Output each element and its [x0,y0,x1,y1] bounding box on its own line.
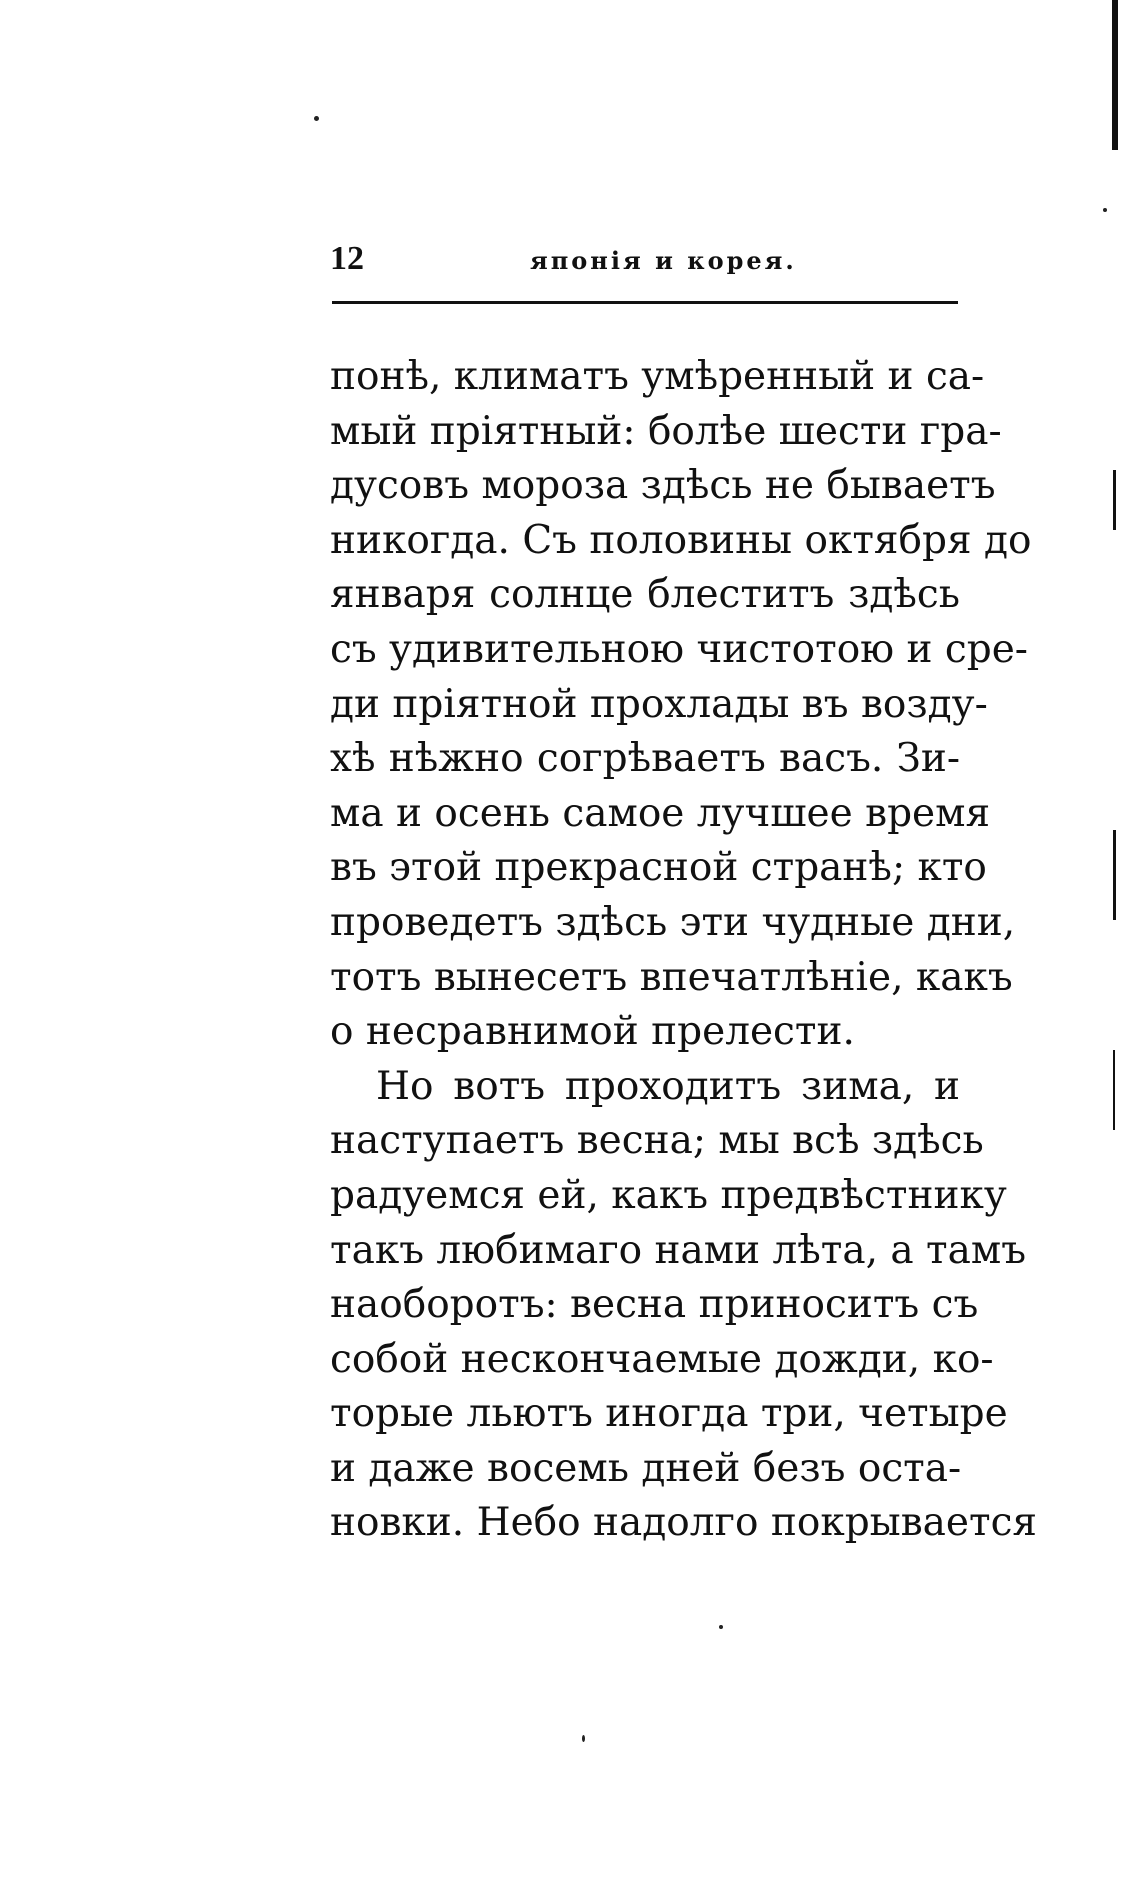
text-line: о несравнимой прелести. [330,1009,855,1055]
page-number: 12 [330,240,364,277]
scan-edge-mark [1113,470,1116,530]
page-header [330,240,960,284]
text-line: новки. Небо надолго покрывается [330,1500,1038,1546]
scan-speck [314,116,319,121]
scan-edge-mark [1112,0,1118,150]
text-line: дусовъ мороза здѣсь не бываетъ [330,463,996,509]
running-title: японія и корея. [530,246,797,275]
text-line: собой нескончаемые дожди, ко- [330,1336,994,1382]
text-line: хѣ нѣжно согрѣваетъ васъ. Зи- [330,736,960,782]
header-rule [332,301,958,304]
text-line: наоборотъ: весна приноситъ съ [330,1282,979,1328]
text-line: такъ любимаго нами лѣта, а тамъ [330,1227,1027,1273]
scan-speck [719,1625,723,1629]
text-line: января солнце блеститъ здѣсь [330,572,960,618]
text-line: проведетъ здѣсь эти чудные дни, [330,899,1016,945]
text-line: съ удивительною чистотою и сре- [330,626,1028,672]
text-line: и даже восемь дней безъ оста- [330,1445,962,1491]
text-line: Но вотъ проходитъ зима, и [376,1063,960,1109]
text-line: ма и осень самое лучшее время [330,790,991,836]
paragraph [330,1060,1038,1551]
text-line: тотъ вынесетъ впечатлѣніе, какъ [330,954,1013,1000]
text-line: радуемся ей, какъ предвѣстнику [330,1172,1007,1218]
scan-edge-mark [1113,1050,1115,1130]
text-line: наступаетъ весна; мы всѣ здѣсь [330,1118,984,1164]
text-line: никогда. Съ половины октября до [330,517,1032,563]
scan-speck [582,1735,585,1742]
scan-edge-mark [1113,830,1116,920]
text-line: торые льютъ иногда три, четыре [330,1391,1008,1437]
paragraph [330,350,1032,1060]
text-line: въ этой прекрасной странѣ; кто [330,845,987,891]
scan-speck [1103,208,1107,212]
text-line: понѣ, климатъ умѣренный и са- [330,354,985,399]
text-line: мый пріятный: болѣе шести гра- [330,408,1002,454]
body-text [330,350,1038,1551]
text-line: ди пріятной прохлады въ возду- [330,681,988,727]
